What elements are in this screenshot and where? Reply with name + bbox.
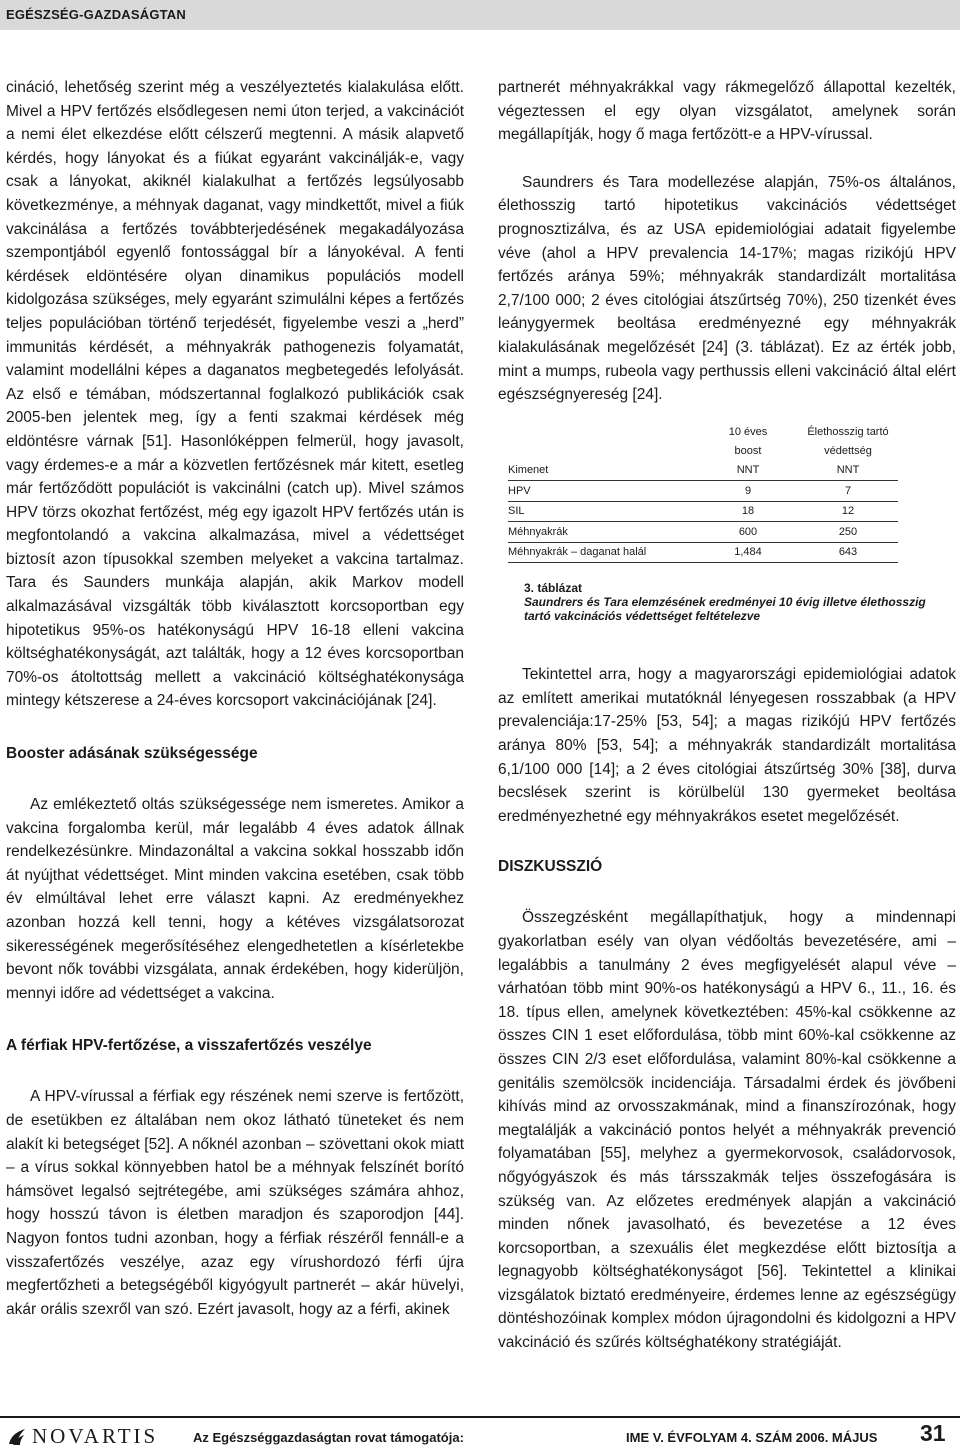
table-col2-header-top: Élethosszig tartó: [807, 425, 889, 438]
table-cell: 643: [798, 542, 898, 563]
left-paragraph-intro: cináció, lehetőség szerint még a veszélyeztetés kialakulása előtt. Mivel a HPV fertőzés elsődlegesen nemi úton terjed, a vakcinációt a nemi élet elkezdése előtt célszerű megtenni. A másik alapvető kérdés, hogy lányokat és a fiúkat egyaránt vakcinálják-e, vagy csak a lányokat, akiknél kialakulhat a fertőzés legsúlyosabb következménye, a méhnyak daganat, vagy mindkettőt, mivel a fiúk vakcinálása a fertőzés továbbterjedésének megakadályozása szempontjából egyenlő fontossággal bír a lányokéval. A fenti kérdések eldöntésére olyan dinamikus populációs modell kidolgozása szükséges, mely egyaránt szimulálni képes a fertőzés teljes populációban történő terjedését, figyelembe veszi a „herd” immunitás kérdését, a méhnyakrák pathogenezis folyamatát, valamint modellálni képes a daganatos megbetegedés lefolyását. Az első e témában, módszertannal foglalkozó publikációk csak 2005-ben jelentek meg, így a fenti szakmai kérdések még eldöntésre várnak [51]. Hasonlóképpen felmerül, hogy javasolt, vagy érdemes-e a már a közvetlen fertőzésnek már kitett, esetleg már fertőződött populációt is vakcinálni (catch up). Mivel számos HPV törzs okozhat fertőzést, még egy igazolt HPV fertőzés után is megfontolandó a vakcina alkalmazása, mivel a védettséget biztosít azon típusokkal szemben melyeket a vakcina tartalmaz. Tara és Saunders munkája alapján, akik Markov modell alkalmazásával vizsgálták több kiválasztott korcsoportban egy hipotetikus 95%-os hatékonyságú HPV 16-18 elleni vakcina költséghatékonyságát, azt találták, hogy a 12 éves korcsoportban 70%-os átoltottság mellett a vakcináció költséghatékonysága mintegy kétszerese a 24-éves korcsoport vakcinációjának [24].: [6, 79, 464, 710]
right-paragraph-hungary: Tekintettel arra, hogy a magyarországi epidemiológiai adatok az említett amerikai mutatóknál lényegesen rosszabbak (a HPV prevalenciája:17-25% [53, 54]; a magas rizikójú HPV fertőzés aránya 80% [53, 54]; a méhnyakrák standardizált mortalitása 6,1/100 000 [14]; a 2 éves citológiai átszűrtség 30% [38], durva becslések szerint is körülbelül 130 gyermeket beoltása eredményezhetné egy méhnyakrákos esetet megelőzését.: [498, 666, 956, 825]
table-row: [508, 522, 898, 543]
table-cell: 12: [798, 501, 898, 522]
section-label: EGÉSZSÉG-GAZDASÁGTAN: [6, 7, 186, 22]
right-paragraph-saunders: Saundrers és Tara modellezése alapján, 75%-os általános, élethosszig tartó hipotetikus vakcinációs védettséget prognosztizálva, és az USA epidemiológiai adatait figyelembe véve (ahol a HPV prevalencia 14-17%; magas rizikójú HPV fertőzés aránya 59%; méhnyakrák standardizált mortalitása 2,7/100 000; 2 éves citológiai átszűrtség 70%), 250 tizenkét éves leánygyermek beoltása eredményezné egy méhnyakrák kialakulásának megelőzését [24] (3. táblázat). Ez az érték jobb, mint a mumps, rubeola vagy perthussis elleni vakcináció által elért egészségnyereség [24].: [498, 173, 956, 404]
table-cell: 600: [698, 522, 798, 543]
table-col1-header-bottom: boost: [734, 444, 762, 457]
right-column: [498, 76, 956, 1355]
table-cell: NNT: [698, 461, 798, 481]
right-paragraph-discussion: Összegzésként megállapíthatjuk, hogy a mindennapi gyakorlatban esély van olyan védőoltás bevezetésére, ami – legalábbis a tanulmány 2 éves megfigyelését alapul véve – várhatóan több mint 90%-os hatékonyságú a HPV 6., 11., 16. és 18. típus ellen, amelynek következtében: 45%-kal csökkenne az összes CIN 1 eset előfordulása, több mint 60%-kal csökkenne az összes CIN 2/3 eset előfordulása, valamint 80%-kal csökkenne a genitális szemölcsök incidenciája. Társadalmi érdek és jövőbeni kihívás mind az orvosszakmának, mind a finanszírozónak, hogy megtalálják a vakcináció pontos helyét a méhnyakrák prevenció folyamatában [55], melyhez a gyermekorvosok, családorvosok, nőgyógyászok és más társszakmák teljes összefogására is szükség van. Az előzetes eredmények alapján a vakcináció minden nőnek javasolható, és bevezetése a 12 éves korcsoportban, a szexuális élet megkezdése előtt biztosítja a legnagyobb költséghatékonyságot [56]. Tekintettel a klinikai vizsgálatok biztató eredményeire, érdemes lenne az egészségügy döntéshozóinak komplex módon újragondolni és kidolgozni a HPV vakcináció és szűrés költséghatékony stratégiáját.: [498, 909, 956, 1352]
table-cell: 250: [798, 522, 898, 543]
table-cell: 9: [698, 481, 798, 502]
left-paragraph-men: A HPV-vírussal a férfiak egy részének nemi szerve is fertőzött, de esetükben ez általában nem okoz látható tüneteket és nem alakít ki betegséget [52]. A nőknél azonban – szövettani okok miatt – a vírus sokkal könnyebben hatol be a méhnyak felszínét borító hámsövet legalsó sejtrétegébe, ami szükséges számára ahhoz, hogy hosszú távon is életben maradjon és szaporodjon [44]. Nagyon fontos tudni azonban, hogy a férfiak részéről fennáll-e a visszafertőzés veszélye, azaz egy vírushordozó férfi újra megfertőzheti a betegségéből kigyógyult partnerét – akár hüvelyi, akár orális szexről van szó. Ezért javasolt, hogy az a férfi, akinek: [6, 1088, 464, 1318]
novartis-flame-icon: [6, 1426, 28, 1448]
table-cell: 1,484: [698, 542, 798, 563]
logo-wordmark: NOVARTIS: [32, 1424, 159, 1448]
table-row-label: Méhnyakrák – daganat halál: [508, 542, 698, 563]
sponsor-text: Az Egészséggazdaságtan rovat támogatója:: [193, 1430, 464, 1445]
heading-discussion: DISZKUSSZIÓ: [498, 858, 603, 876]
table-caption-number: 3. táblázat: [524, 581, 583, 596]
table-row: [508, 501, 898, 522]
page-number: 31: [920, 1420, 946, 1446]
section-header-band: [0, 0, 960, 30]
left-paragraph-booster: Az emlékeztető oltás szükségessége nem ismeretes. Amikor a vakcina forgalomba kerül, már legalább 4 éves adatok állnak rendelkezésünkre. Mindazonáltal a vakcina sokkal hosszabb időn át nyújthat védettséget. Mint minden vakcina esetében, csak több év elmúltával lehet erre választ kapni. Az eredményekhez azonban hozzá kell tenni, hogy a kétéves vizsgálatsorozat sikerességének megerősítéséhez elengedhetetlen a kísérletekbe bevont nők további vizsgálata, annak érdekében, hogy kiderüljön, mennyi időre ad védettséget a vakcina.: [6, 796, 464, 1002]
table-row: [508, 461, 898, 481]
footer-rule: [0, 1416, 960, 1418]
table-row-label: HPV: [508, 481, 698, 502]
heading-men: A férfiak HPV-fertőzése, a visszafertőzés veszélye: [6, 1037, 372, 1055]
table-cell: NNT: [798, 461, 898, 481]
table-col1-header-top: 10 éves: [728, 425, 768, 438]
right-paragraph-partner: partnerét méhnyakrákkal vagy rákmegelőző állapottal kezelték, végeztessen el egy olyan vizsgálatot, amelynek során megállapítják, hogy ő maga fertőzött-e a HPV-vírussal.: [498, 79, 956, 144]
table-caption-text: Saundrers és Tara elemzésének eredményei 10 évig illetve élethosszig tartó vakcinációs védettséget feltételezve: [524, 595, 926, 624]
table-row-label: Méhnyakrák: [508, 522, 698, 543]
table-col2-header-bottom: védettség: [824, 444, 872, 457]
table-row-label: Kimenet: [508, 461, 698, 481]
heading-booster: Booster adásának szükségessége: [6, 745, 258, 763]
left-column: [6, 76, 464, 1321]
table-row: [508, 542, 898, 563]
novartis-logo: [6, 1424, 158, 1449]
footer: [0, 1420, 960, 1451]
table-cell: 7: [798, 481, 898, 502]
table-cell: 18: [698, 501, 798, 522]
table-row-label: SIL: [508, 501, 698, 522]
table-caption: [524, 581, 954, 623]
table-row: [508, 481, 898, 502]
table-3: [508, 423, 898, 564]
issue-info: IME V. ÉVFOLYAM 4. SZÁM 2006. MÁJUS: [626, 1430, 878, 1445]
